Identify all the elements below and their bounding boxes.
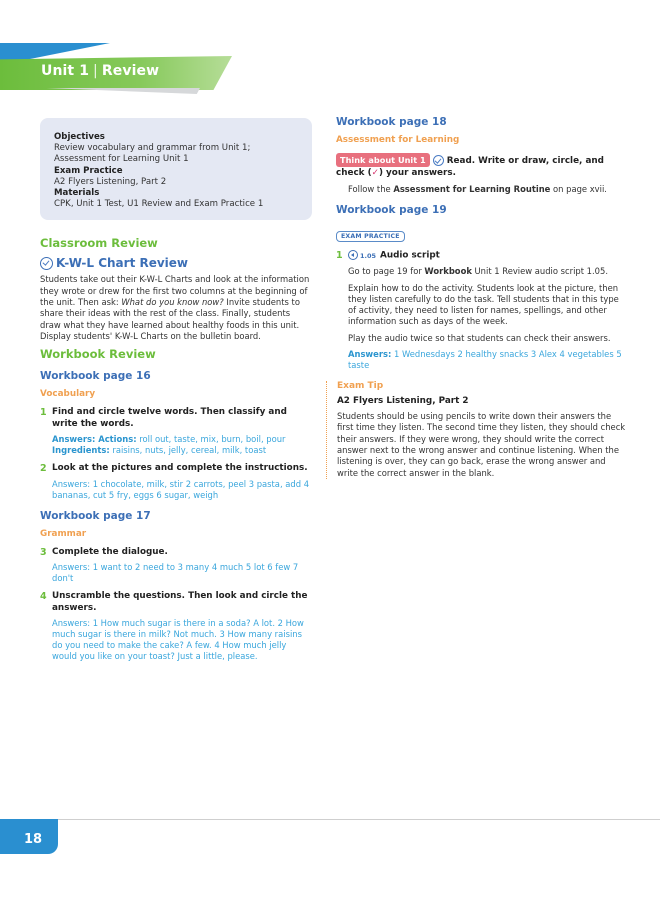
workbook-page-19-heading: Workbook page 19 — [336, 204, 447, 217]
kwl-paragraph — [40, 274, 312, 342]
exercise-1-answers — [52, 434, 312, 456]
footer-divider — [58, 819, 660, 820]
classroom-review-heading: Classroom Review — [40, 236, 158, 251]
unit-label: Unit 1 — [41, 63, 90, 79]
vocabulary-heading: Vocabulary — [40, 389, 96, 400]
exam-practice-text: A2 Flyers Listening, Part 2 — [54, 176, 167, 187]
kwl-heading — [40, 256, 312, 270]
exercise-item-1 — [40, 407, 312, 430]
audio-script-title: Audio script — [380, 250, 440, 261]
exam-tip-box — [326, 381, 626, 479]
workbook-bold: Workbook — [424, 266, 472, 277]
audio-item — [336, 250, 626, 262]
exam-tip-subtitle: A2 Flyers Listening, Part 2 — [337, 396, 469, 407]
audio-play-icon[interactable] — [348, 250, 358, 260]
exam-practice-label: Exam Practice — [54, 165, 123, 176]
follow-text-a: Follow the — [348, 184, 394, 194]
explain-text: Explain how to do the activity. Students look at the picture, then they listen carefully to do the task. Tell students that in this type of activity, they need to listen for names, spellings, and other information such as days of the week. — [348, 282, 619, 327]
exercise-number: 2 — [40, 463, 47, 475]
goto-text-a: Go to page 19 for — [348, 266, 425, 277]
instruction-text-b: ) your answers. — [378, 168, 456, 178]
goto-text-b: Unit 1 Review audio script 1.05. — [471, 266, 608, 277]
exercise-number: 3 — [40, 546, 47, 558]
exercise-4-answers: Answers: 1 How much sugar is there in a soda? A lot. 2 How much sugar is there in milk? Not much. 3 How many raisins do you need to make the cake? A few. 4 How much jelly would you like on your toast? Just a little, please. — [52, 618, 304, 662]
answers-label: Answers: Actions: — [52, 434, 137, 445]
kwl-text-a: Students take out their K-W-L Charts and look at the information they wrote or drew for the first two columns at the beginning of the unit. Then ask: — [40, 274, 310, 308]
right-column — [336, 116, 626, 484]
materials-text: CPK, Unit 1 Test, U1 Review and Exam Practice 1 — [54, 199, 264, 210]
exercise-item-2 — [40, 463, 312, 475]
exercise-question: Complete the dialogue. — [52, 546, 168, 557]
kwl-question: What do you know now? — [121, 297, 224, 308]
audio-title-line — [348, 250, 440, 262]
ingredients-label: Ingredients: — [52, 445, 110, 456]
exercise-item-3 — [40, 547, 312, 559]
check-circle-icon — [433, 155, 444, 166]
exam-practice-badge: EXAM PRACTICE — [336, 231, 405, 242]
follow-routine-text — [348, 184, 626, 195]
workbook-review-heading: Workbook Review — [40, 347, 156, 362]
page-title — [41, 63, 159, 79]
workbook-page-18-heading: Workbook page 18 — [336, 116, 447, 128]
grammar-heading: Grammar — [40, 528, 87, 539]
think-about-unit-badge: Think about Unit 1 — [336, 153, 430, 167]
exercise-3-answers: Answers: 1 want to 2 need to 3 many 4 much 5 lot 6 few 7 don't — [52, 562, 299, 584]
track-number: 1.05 — [360, 251, 377, 260]
follow-text-b: on page xvii. — [550, 184, 607, 194]
assessment-heading: Assessment for Learning — [336, 135, 460, 145]
workbook-page-17-heading: Workbook page 17 — [40, 509, 151, 522]
page-number: 18 — [24, 832, 43, 847]
answers-label: Answers: — [348, 349, 392, 360]
answers-ingredients: raisins, nuts, jelly, cereal, milk, toast — [109, 445, 267, 456]
checkmark-icon: ✓ — [371, 168, 379, 178]
answers-text: 1 Wednesdays 2 healthy snacks 3 Alex 4 vegetables 5 taste — [348, 349, 622, 371]
check-circle-icon — [40, 257, 53, 270]
exercise-number: 1 — [336, 250, 343, 262]
objectives-box — [40, 118, 312, 220]
exercise-question: Look at the pictures and complete the instructions. — [52, 463, 308, 474]
play-text: Play the audio twice so that students can check their answers. — [348, 332, 611, 343]
kwl-heading-text: K-W-L Chart Review — [56, 256, 189, 271]
materials-label: Materials — [54, 188, 100, 199]
routine-name: Assessment for Learning Routine — [393, 184, 551, 194]
left-column — [40, 118, 312, 669]
exam-tip-title: Exam Tip — [337, 381, 384, 392]
objectives-text: Review vocabulary and grammar from Unit 1; Assessment for Learning Unit 1 — [54, 143, 251, 165]
answers-actions: roll out, taste, mix, burn, boil, pour — [136, 434, 286, 445]
instruction-text-a: Read. Write or draw, circle, and check ( — [336, 156, 604, 178]
workbook-page-16-heading: Workbook page 16 — [40, 370, 151, 383]
exam-tip-text: Students should be using pencils to write down their answers the first time they listen. The second time they listen, they should check their answers. If they were wrong, they should write the correct answer next to the wrong answer and continue listening. When the listening is over, they can go back, erase the wrong answer and write the correct answer in the blank. — [337, 411, 626, 478]
exercise-item-4 — [40, 591, 312, 614]
exercise-number: 4 — [40, 591, 47, 603]
assessment-instruction — [336, 153, 626, 179]
title-separator: | — [93, 63, 98, 79]
exercise-number: 1 — [40, 407, 47, 419]
exercise-question: Unscramble the questions. Then look and circle the answers. — [52, 591, 308, 613]
title-review: Review — [101, 63, 160, 79]
goto-text — [348, 266, 626, 277]
kwl-text-b: Invite students to share their ideas with the rest of the class. Finally, students draw what they have learned about healthy foods in this unit. Display students' K-W-L Charts on the bulletin board. — [40, 297, 300, 341]
exercise-question: Find and circle twelve words. Then classify and write the words. — [52, 407, 287, 429]
audio-answers — [348, 349, 626, 371]
exercise-2-answers: Answers: 1 chocolate, milk, stir 2 carrots, peel 3 pasta, add 4 bananas, cut 5 fry, eggs 6 sugar, weigh — [52, 478, 310, 500]
objectives-label: Objectives — [54, 132, 105, 142]
